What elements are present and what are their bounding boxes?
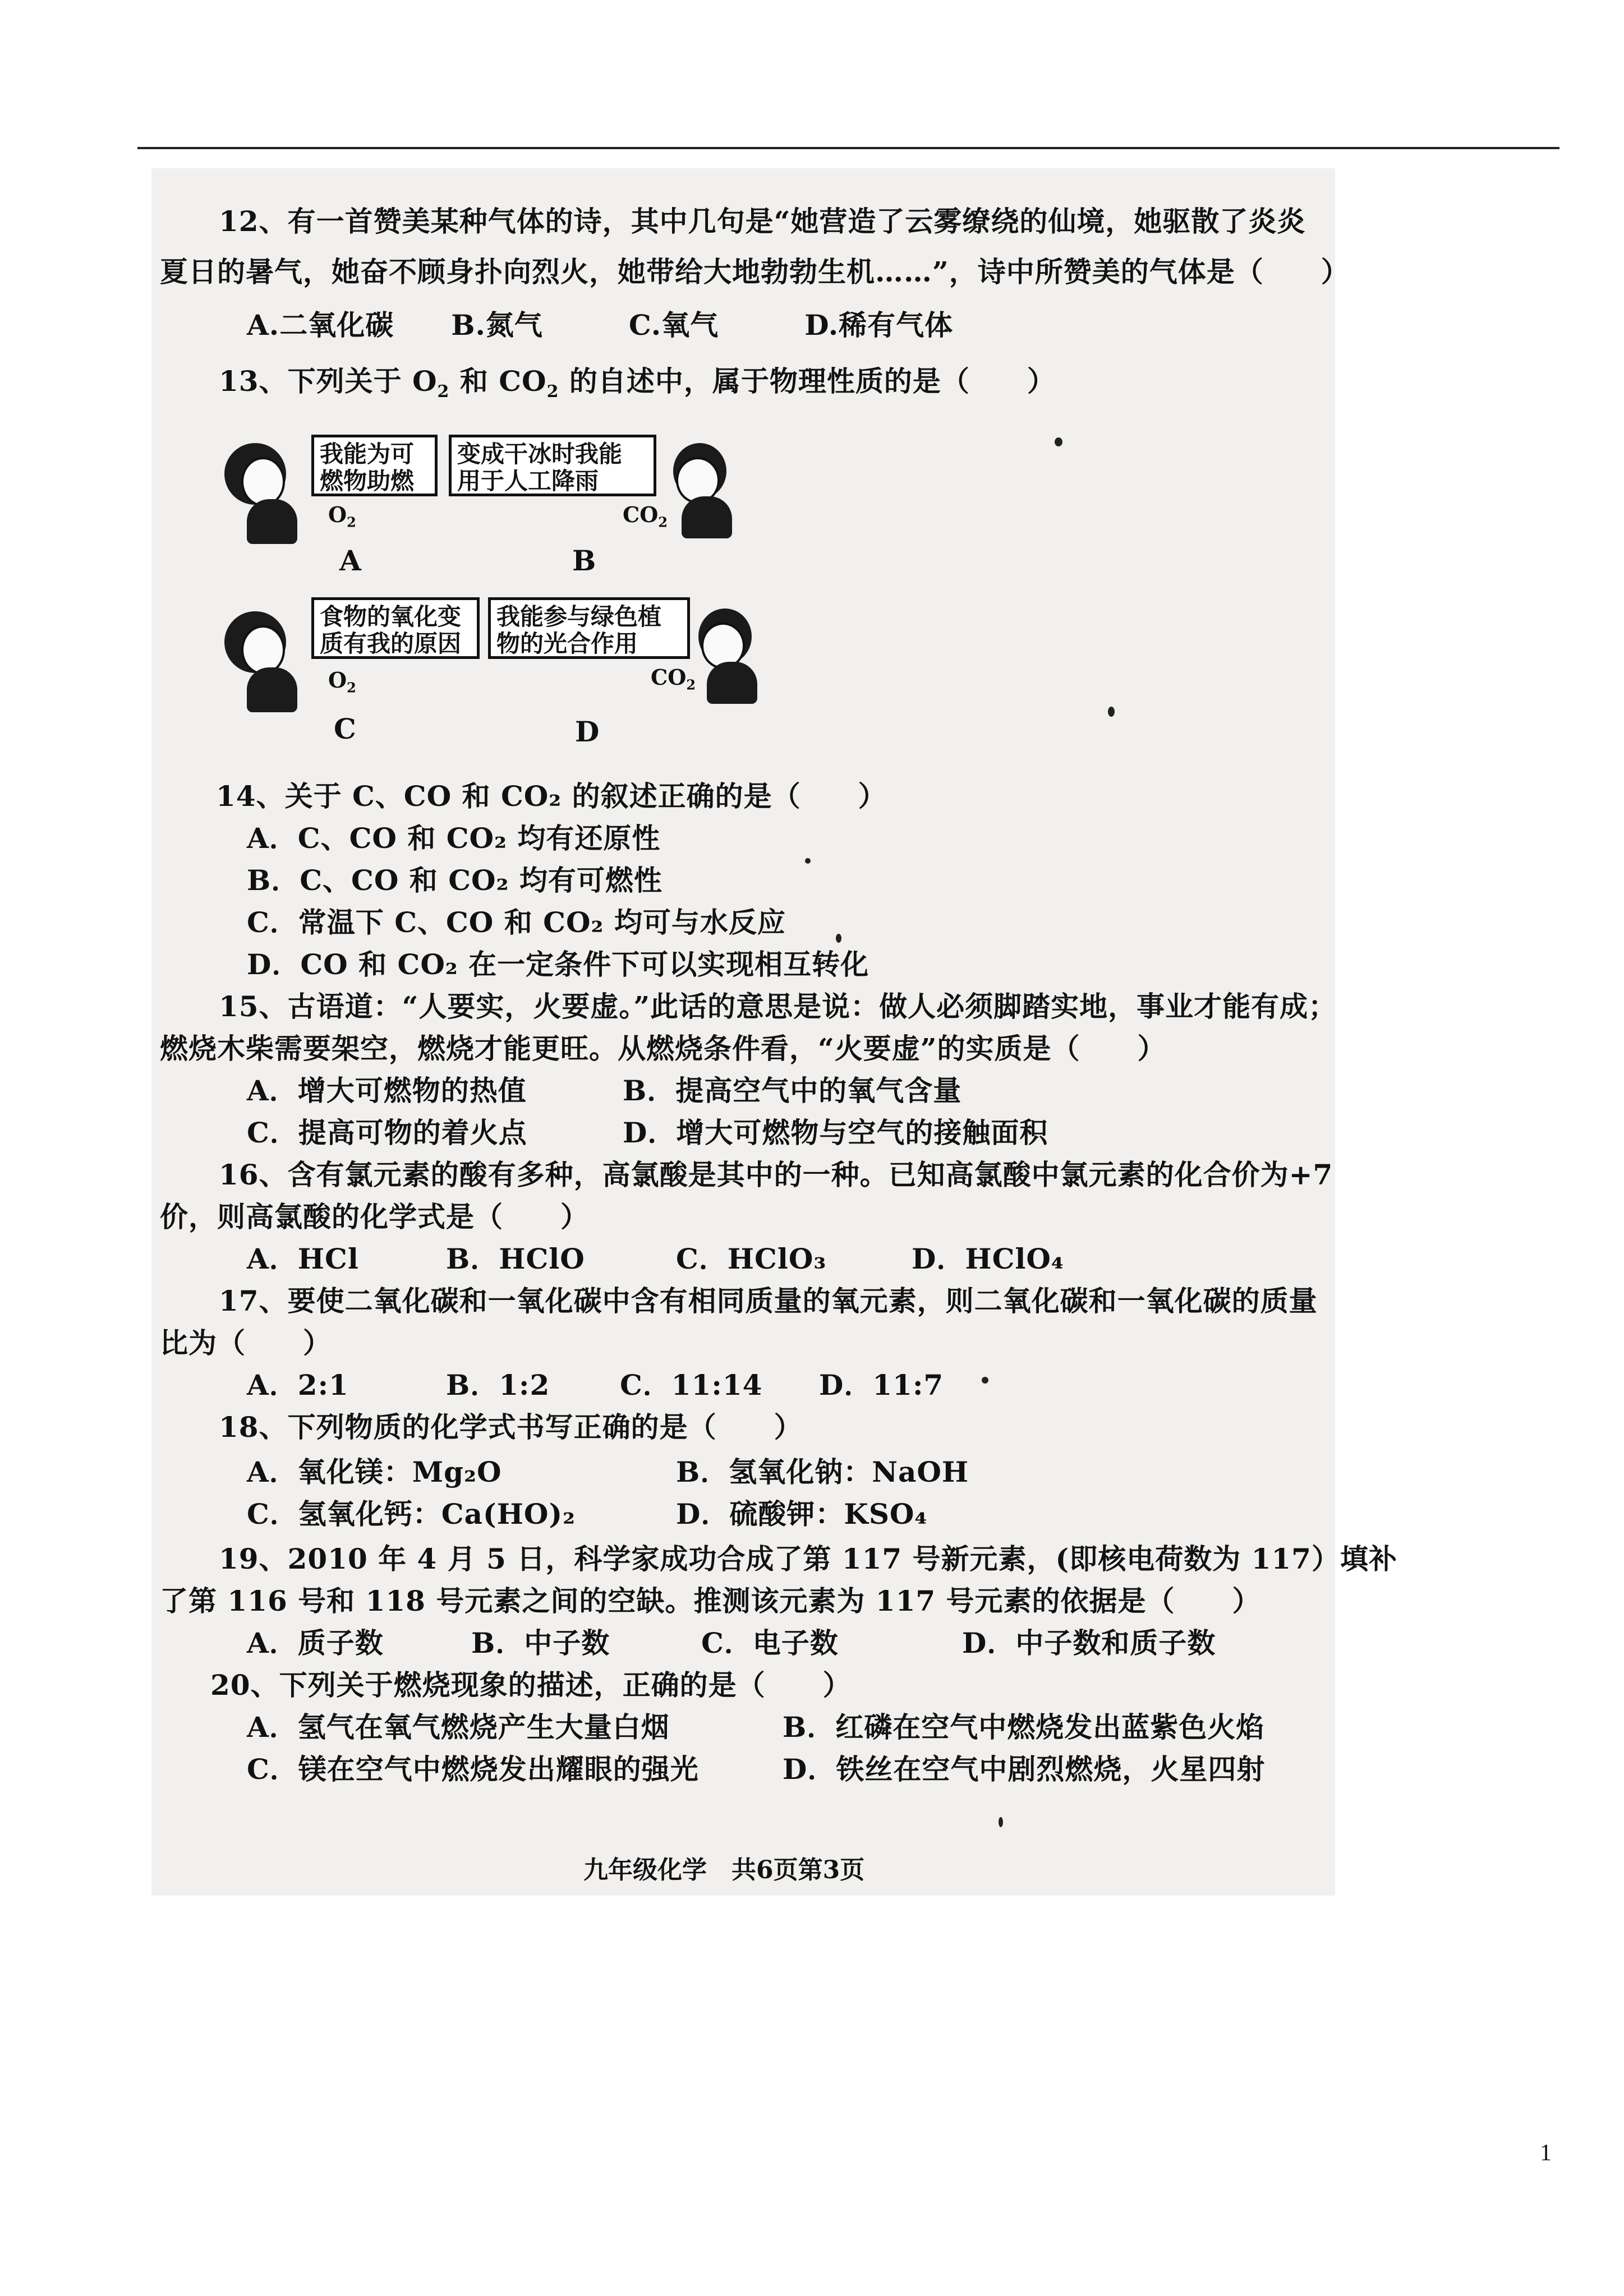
page-footer: 九年级化学 共6页第3页 [583,1856,865,1884]
q16-line1: 16、含有氯元素的酸有多种，高氯酸是其中的一种。已知高氯酸中氯元素的化合价为+7 [219,1158,1333,1191]
q19-line2: 了第 116 号和 118 号元素之间的空缺。推测该元素为 117 号元素的依据是（ ） [160,1584,1261,1617]
co2-label-b: $CO_2$ [623,502,668,531]
q15-option-a: A．增大可燃物的热值 [247,1074,527,1107]
scan-speck [982,1377,988,1384]
boy-body-icon [682,496,732,538]
q19-option-c: C．电子数 [701,1626,839,1659]
q18-option-d: D．硫酸钾：KSO₄ [676,1497,928,1530]
scan-speck [1108,707,1115,717]
q15-option-c: C．提高可物的着火点 [247,1116,527,1149]
q17-option-a: A．2:1 [247,1368,349,1401]
q17-line1: 17、要使二氧化碳和一氧化碳中含有相同质量的氧元素，则二氧化碳和一氧化碳的质量 [219,1284,1318,1317]
q14-stem: 14、关于 C、CO 和 CO₂ 的叙述正确的是（ ） [216,780,887,813]
q18-option-a: A．氧化镁：Mg₂O [247,1455,502,1488]
o2-label-a: $O_2$ [328,502,356,531]
o2-label-c: $O_2$ [328,667,356,696]
bubble-b-line2: 用于人工降雨 [457,467,599,495]
bubble-c [311,597,480,659]
q12-line1: 12、有一首赞美某种气体的诗，其中几句是“她营造了云雾缭绕的仙境，她驱散了炎炎 [219,205,1306,238]
q18-option-c: C．氢氧化钙：Ca(HO)₂ [247,1497,576,1530]
co2-label-d: $CO_2$ [651,665,696,693]
bubble-c-line2: 质有我的原因 [320,630,462,657]
q17-option-b: B．1:2 [446,1368,550,1401]
girl-body-icon [247,499,297,544]
bubble-a-line1: 我能为可 [320,440,415,468]
q20-option-c: C．镁在空气中燃烧发出耀眼的强光 [247,1753,699,1786]
boy-body-icon [707,662,757,704]
q15-line2: 燃烧木柴需要架空，燃烧才能更旺。从燃烧条件看，“火要虚”的实质是（ ） [160,1032,1166,1065]
q17-line2: 比为（ ） [160,1326,332,1359]
q16-option-c: C．HClO₃ [676,1242,827,1275]
scan-speck [805,858,811,864]
q19-option-a: A．质子数 [247,1626,384,1659]
bubble-a [311,435,438,496]
bubble-b-line1: 变成干冰时我能 [457,440,623,468]
q20-option-d: D．铁丝在空气中剧烈燃烧，火星四射 [783,1753,1266,1786]
q18-option-b: B．氢氧化钠：NaOH [676,1455,969,1488]
q14-option-c: C．常温下 C、CO 和 CO₂ 均可与水反应 [247,906,786,939]
q15-line1: 15、古语道：“人要实，火要虚。”此话的意思是说：做人必须脚踏实地，事业才能有成； [219,990,1337,1023]
girl-body-icon [247,667,297,712]
scan-speck [999,1817,1003,1827]
q19-line1: 19、2010 年 4 月 5 日，科学家成功合成了第 117 号新元素，(即核电荷数为 117）填补 [219,1542,1397,1575]
q15-option-d: D．增大可燃物与空气的接触面积 [623,1116,1048,1149]
q16-line2: 价，则高氯酸的化学式是（ ） [160,1200,589,1233]
scan-speck [836,934,841,943]
q19-option-b: B．中子数 [471,1626,610,1659]
bubble-d [488,597,690,659]
bubble-d-line1: 我能参与绿色植 [496,603,662,630]
q12-options: A.二氧化碳 B.氮气 C.氧气 D.稀有气体 [247,308,954,342]
q15-option-b: B．提高空气中的氧气含量 [623,1074,962,1107]
q18-stem: 18、下列物质的化学式书写正确的是（ ） [219,1410,803,1444]
bubble-d-line2: 物的光合作用 [496,630,638,657]
header-rule [137,147,1559,149]
fig-label-b: B [572,544,596,577]
q16-option-a: A．HCl [247,1242,359,1275]
q20-stem: 20、下列关于燃烧现象的描述，正确的是（ ） [210,1668,852,1702]
bubble-c-line1: 食物的氧化变 [320,603,462,630]
fig-label-a: A [339,544,361,577]
q14-option-a: A．C、CO 和 CO₂ 均有还原性 [247,822,661,855]
q12-line2: 夏日的暑气，她奋不顾身扑向烈火，她带给大地勃勃生机……”，诗中所赞美的气体是（ ） [160,255,1350,288]
q17-option-d: D．11:7 [819,1368,944,1401]
q20-option-a: A．氢气在氧气燃烧产生大量白烟 [247,1711,670,1744]
q13-stem: 13、下列关于 $O_2$ 和 $CO_2$ 的自述中，属于物理性质的是（ ） [219,365,1056,402]
q19-option-d: D．中子数和质子数 [962,1626,1216,1659]
page-number: 1 [1540,2140,1552,2166]
fig-label-d: D [575,715,600,748]
q16-option-d: D．HClO₄ [912,1242,1064,1275]
q14-option-d: D．CO 和 CO₂ 在一定条件下可以实现相互转化 [247,948,869,981]
q17-option-c: C．11:14 [620,1368,763,1401]
q20-option-b: B．红磷在空气中燃烧发出蓝紫色火焰 [783,1711,1265,1744]
q16-option-b: B．HClO [446,1242,585,1275]
q14-option-b: B．C、CO 和 CO₂ 均有可燃性 [247,864,663,897]
bubble-b [449,435,656,496]
scan-speck [1055,437,1062,446]
fig-label-c: C [334,712,356,745]
bubble-a-line2: 燃物助燃 [320,467,415,495]
